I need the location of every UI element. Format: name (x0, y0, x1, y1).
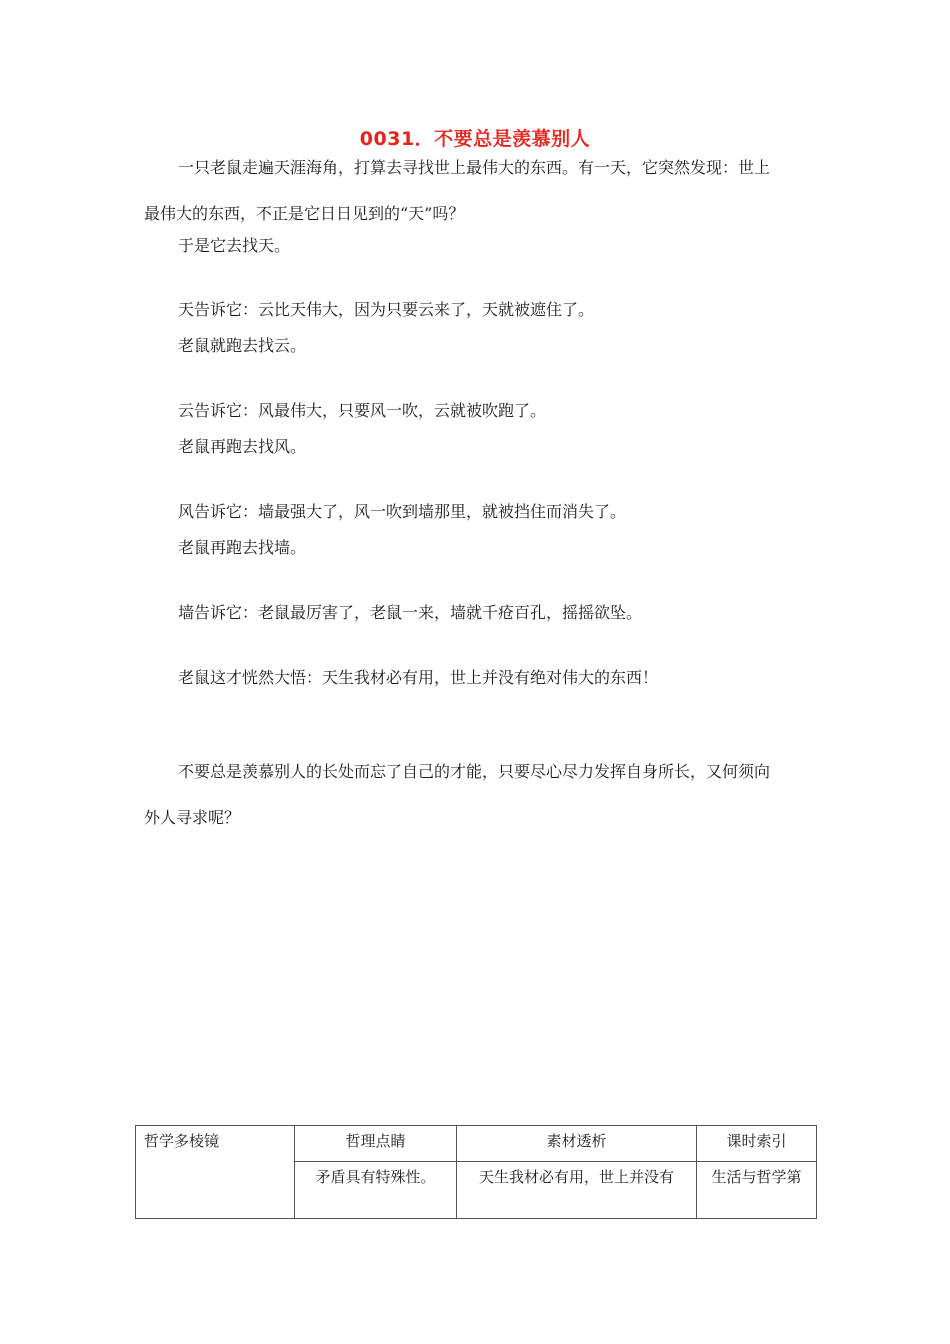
table-cell: 生活与哲学第 (697, 1162, 817, 1219)
table-row (136, 1126, 817, 1162)
paragraph-11-line-1: 不要总是羡慕别人的长处而忘了自己的才能，只要尽心尽力发挥自身所长，又何须向 (178, 762, 771, 781)
paragraph-7: 风告诉它：墙最强大了，风一吹到墙那里，就被挡住而消失了。 (178, 502, 627, 521)
paragraph-6: 老鼠再跑去找风。 (178, 437, 307, 456)
table-header-cell: 哲理点睛 (295, 1126, 457, 1162)
paragraph-4: 老鼠就跑去找云。 (178, 336, 307, 355)
paragraph-3: 天告诉它：云比天伟大，因为只要云来了，天就被遮住了。 (178, 300, 595, 319)
paragraph-1 (144, 158, 812, 224)
paragraph-11-line-2: 外人寻求呢？ (144, 808, 241, 827)
table-header-cell: 素材透析 (457, 1126, 697, 1162)
table-cell-category: 哲学多棱镜 (136, 1126, 295, 1219)
paragraph-2: 于是它去找天。 (178, 236, 291, 255)
info-table (135, 1125, 817, 1219)
document-title: 0031．不要总是羡慕别人 (359, 128, 591, 150)
table-header-cell: 课时索引 (697, 1126, 817, 1162)
paragraph-5: 云告诉它：风最伟大，只要风一吹，云就被吹跑了。 (178, 401, 547, 420)
paragraph-1-line-2: 最伟大的东西，不正是它日日见到的“天”吗？ (144, 204, 465, 223)
table-cell: 天生我材必有用，世上并没有 (457, 1162, 697, 1219)
paragraph-8: 老鼠再跑去找墙。 (178, 538, 307, 557)
table-cell: 矛盾具有特殊性。 (295, 1162, 457, 1219)
paragraph-9: 墙告诉它：老鼠最厉害了，老鼠一来，墙就千疮百孔，摇摇欲坠。 (178, 603, 643, 622)
paragraph-10: 老鼠这才恍然大悟：天生我材必有用，世上并没有绝对伟大的东西！ (178, 668, 659, 687)
paragraph-1-line-1: 一只老鼠走遍天涯海角，打算去寻找世上最伟大的东西。有一天，它突然发现：世上 (178, 158, 771, 177)
paragraph-11 (144, 762, 812, 828)
